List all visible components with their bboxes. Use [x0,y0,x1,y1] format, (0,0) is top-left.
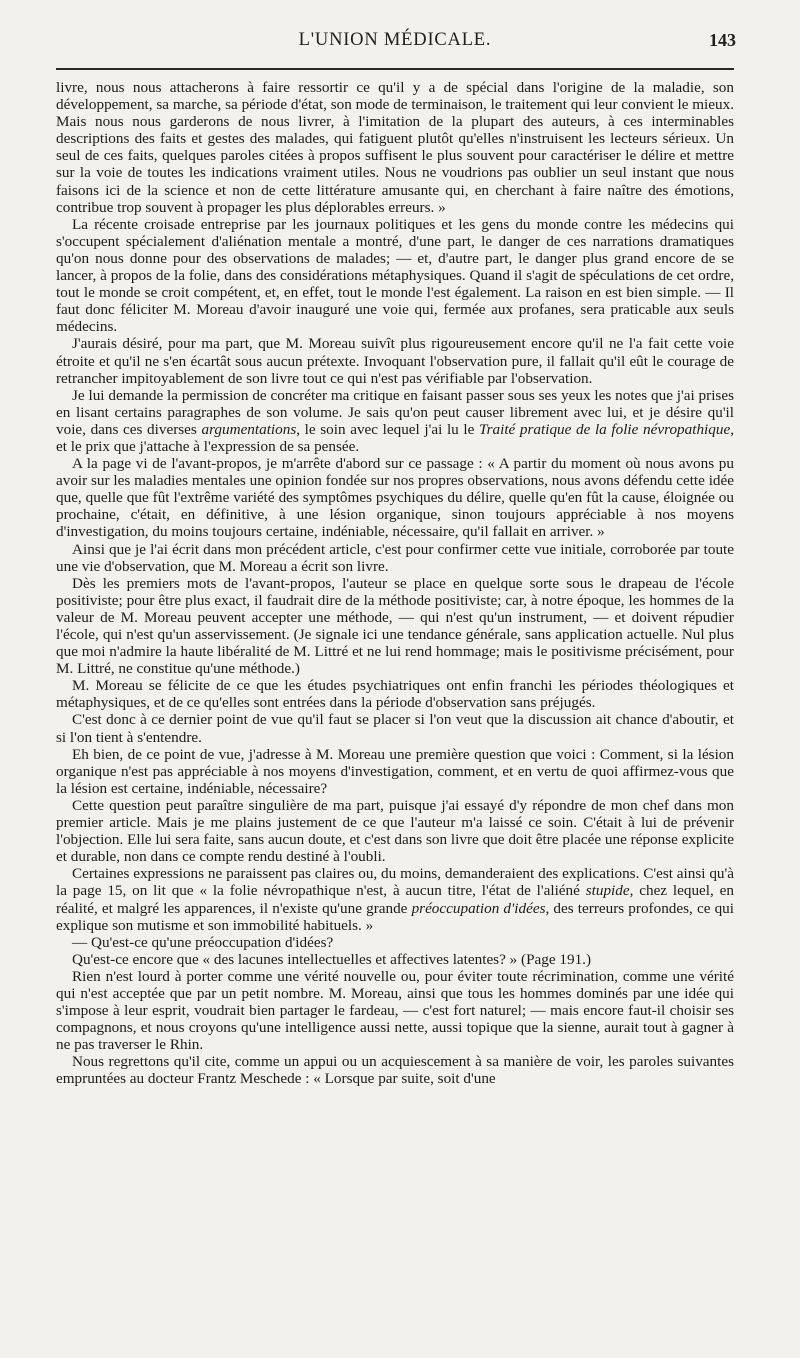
text-run: Nous regrettons qu'il cite, comme un appui ou un acquiescement à sa manière de voir, les paroles suivantes empruntées au docteur Frantz Meschede : « Lorsque par suite, soit d'une [56,1053,734,1088]
italic-phrase: préoccupation d'idées [411,899,546,917]
paragraph [56,968,734,1053]
running-head: L'UNION MÉDICALE. [298,30,492,50]
italic-phrase: stupide [585,882,630,900]
paragraph [56,79,734,216]
text-run: Cette question peut paraître singulière de ma part, puisque j'ai essayé d'y répondre de mon chef dans mon premier article. Mais je me plains justement de ce que l'auteur m'a laissé ce soin. C'était à lui de prévenir l'objection. Elle lui sera faite, sans aucun doute, et c'est dans son livre que doit être placée une réponse explicite et durable, non dans ce compte rendu destiné à l'oubli. [56,796,734,866]
paragraph [56,865,734,933]
text-run: Je lui demande la permission de concréter ma critique en faisant passer sous ses yeux les notes que j'ai prises en lisant certains paragraphes de son volume. Je sais qu'on peut causer librement avec lui, et je désire qu'il voie, dans ces diverses [56,386,734,438]
text-run: Rien n'est lourd à porter comme une vérité nouvelle ou, pour éviter toute récrimination, comme une vérité qui n'est acceptée que par un petit nombre. M. Moreau, ainsi que tous les hommes dominés par une idée qui s'impose à leur esprit, voudrait bien partager le fardeau, — c'est fort naturel; — mais encore faut-il choisir ses compagnons, et nous croyons qu'une intelligence aussi nette, aussi topique que la sienne, aurait tout à gagner à ne pas traverser le Rhin. [56,967,734,1054]
text-run: C'est donc à ce dernier point de vue qu'il faut se placer si l'on veut que la discussion ait chance d'aboutir, et si l'on tient à s'entendre. [56,711,734,746]
page-header [56,26,734,68]
paragraph [56,711,734,745]
text-run: La récente croisade entreprise par les journaux politiques et les gens du monde contre les médecins qui s'occupent spécialement d'aliénation mentale a montré, d'une part, le danger de ces narrations dramatiques qu'on nous donne pour des observations de malades; — et, d'autre part, le danger plus grand encore de se lancer, à propos de la folie, dans des considérations métaphysiques. Quand il s'agit de spéculations de cet ordre, tout le monde se croit compétent, et, en effet, tout le monde l'est également. La raison en est bien simple. — Il faut donc féliciter M. Moreau d'avoir inauguré une voie qui, fermée aux profanes, sera praticable aux seuls médecins. [56,215,734,336]
text-run: M. Moreau se félicite de ce que les études psychiatriques ont enfin franchi les périodes théologiques et métaphysiques, et de ce qu'elles sont entrées dans la période d'observation sans préjugés. [56,677,734,712]
paragraph [56,746,734,797]
text-run: — Qu'est-ce qu'une préoccupation d'idées? [72,933,334,951]
italic-phrase: Traité pratique de la folie névropathique [478,420,731,438]
paragraph [56,797,734,865]
text-run: A la page vi de l'avant-propos, je m'arrête d'abord sur ce passage : « A partir du moment où nous avons pu avoir sur les maladies mentales une opinion fondée sur nos propres observations, nous avons défendu cette idée que, quelle que fût l'extrême variété des symptômes psychiques du délire, quelle qu'en fût la cause, éloignée ou prochaine, c'était, en définitive, à une lésion organique, sinon toujours appréciable à nos moyens d'investigation, du moins toujours certaine, indéniable, nécessaire, qu'il fallait en arriver. » [56,455,734,541]
paragraph [56,216,734,336]
paragraph [56,387,734,455]
text-run: Eh bien, de ce point de vue, j'adresse à M. Moreau une première question que voici : Comment, si la lésion organique n'est pas appréciable à nos moyens d'investigation, comment, et en vertu de quoi affirmez-vous que la lésion est certaine, indéniable, nécessaire? [56,745,734,797]
text-run: J'aurais désiré, pour ma part, que M. Moreau suivît plus rigoureusement encore qu'il ne l'a fait cette voie étroite et qu'il ne s'en écartât sous aucun prétexte. Invoquant l'observation pure, il fallait qu'il eût le courage de retrancher impitoyablement de son livre tout ce qui n'est pas vérifiable par l'observation. [56,335,734,387]
text-run: livre, nous nous attacherons à faire ressortir ce qu'il y a de spécial dans l'origine de la maladie, son développement, sa marche, sa période d'état, son mode de terminaison, le traitement qui leur convient le mieux. Mais nous nous garderons de nous livrer, à l'imitation de la plupart des auteurs, à ces interminables descriptions des faits et gestes des malades, qui fatiguent plutôt qu'elles n'instruisent les lecteurs sérieux. Un seul de ces faits, quelques paroles citées à propos suffisent le plus souvent pour caractériser le délire et mettre sur la voie de toutes les indications vraiment utiles. Nous ne voudrions pas oublier un seul instant que nous faisons ici de la science et non de cette littérature amusante qui, en cherchant à faire naître des émotions, contribue trop souvent à propager les plus déplorables erreurs. » [56,79,734,216]
article-body [56,79,734,1088]
text-run: , chez lequel, en réalité, et malgré les apparences, il n'existe qu'une grande [56,882,734,917]
header-rule [56,68,734,70]
text-run: Certaines expressions ne paraissent pas claires ou, du moins, demanderaient des explications. C'est ainsi qu'à la page 15, on lit que « la folie névropathique n'est, à aucun titre, l'état de l'aliéné [56,865,734,900]
dialogue-line [56,934,734,951]
paragraph [56,575,734,678]
text-run: , et le prix que j'attache à l'expression de sa pensée. [56,420,734,455]
text-run: , des terreurs profondes, ce qui explique son mutisme et son immobilité habituels. » [56,899,734,934]
text-run: Dès les premiers mots de l'avant-propos, l'auteur se place en quelque sorte sous le drapeau de l'école positiviste; pour être plus exact, il faudrait dire de la méthode positiviste; car, à notre époque, les hommes de la valeur de M. Moreau peuvent accepter une méthode, — qui n'est qu'un instrument, — et doivent répudier l'école, qui n'est qu'un asservissement. (Je signale ici une tendance générale, sans application actuelle. Nul plus que moi n'admire la haute libéralité de M. Littré et ne lui rend hommage; mais le positivisme précisément, pour M. Littré, ne constitue qu'une méthode.) [56,574,734,678]
paragraph [56,1053,734,1087]
journal-page [0,26,800,1358]
text-run: , le soin avec lequel j'ai lu le [296,420,479,438]
paragraph [56,335,734,386]
paragraph [56,951,734,968]
text-run: Ainsi que je l'ai écrit dans mon précédent article, c'est pour confirmer cette vue initiale, corroborée par toute une vie d'observation, que M. Moreau a écrit son livre. [56,540,734,575]
paragraph [56,541,734,575]
text-run: Qu'est-ce encore que « des lacunes intellectuelles et affectives latentes? » (Page 191.) [72,950,592,968]
italic-phrase: argumentations [201,420,297,438]
page-number: 143 [709,30,736,50]
paragraph [56,455,734,540]
paragraph [56,677,734,711]
